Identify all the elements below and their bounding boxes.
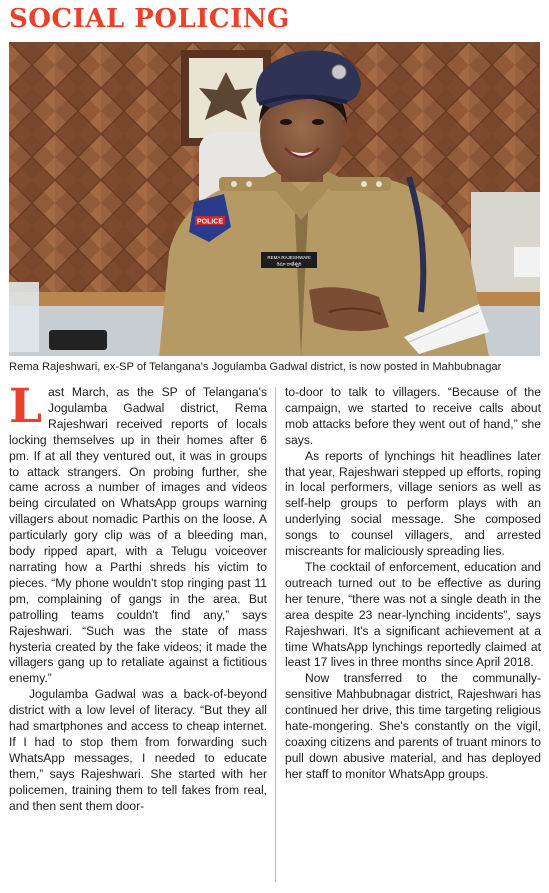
article-paragraph: Now transferred to the communally-sensitive Mahbubnagar district, Rajeshwari has continued her drive, this time targeting religious hate-mongering. She's constantly on the vigil, coaxing citizens and parents of truant minors to pull down abusive material, and has deployed her staff to monitor WhatsApp groups. — [285, 671, 541, 781]
nameplate-line1: REMA RAJESHWARI — [267, 255, 311, 260]
article-paragraph — [9, 379, 267, 687]
officer-photo — [9, 42, 540, 356]
article-column-left — [9, 379, 267, 814]
paragraph-text: ast March, as the SP of Telangana's Jogulamba Gadwal district, Rema Rajeshwari received reports of locals locking themselves up in their homes after 6 pm. If at all they ventured out, it was in groups to attack strangers. On probing further, she came across a number of images and videos being circulated on WhatsApp groups warning villagers about nomadic Parthis on the loose. A particularly gory clip was of a bleeding man, body ripped apart, with a Telugu voiceover narrating how a Parthi shreds his victim to pieces. “My phone wouldn't stop ringing past 11 pm, complaining of gangs in the area. But patrolling teams couldn't find any,” says Rajeshwari. “Such was the state of mass hysteria created by the fake videos; it made the villagers gang up to retaliate against a fictitious enemy.” — [9, 385, 267, 686]
photo-caption: Rema Rajeshwari, ex-SP of Telangana's Jogulamba Gadwal district, is now posted in Mahbubnagar — [9, 361, 502, 373]
article-paragraph: to-door to talk to villagers. “Because of the campaign, we started to receive calls about mob attacks before they went out of hand,” she says. — [285, 385, 541, 447]
drop-cap: L — [9, 379, 43, 434]
shoulder-badge-text: POLICE — [196, 218, 224, 226]
article-headline: SOCIAL POLICING — [9, 4, 290, 34]
nameplate-line2: రెమా రాజేశ్వరి — [276, 261, 302, 267]
cap-badge-icon — [332, 65, 346, 79]
article-paragraph: Jogulamba Gadwal was a back-of-beyond district with a low level of literacy. “But they all had smartphones and access to cheap internet. If I had to stop them from forwarding such WhatsApp messages, I needed to educate them,” says Rajeshwari. She started with her policemen, training them to tell fakes from real, and then sent them door- — [9, 687, 267, 813]
article-paragraph: As reports of lynchings hit headlines later that year, Rajeshwari stepped up efforts, roping in local performers, village seniors as well as self-help groups to perform plays with an underlying social message. She composed songs to counsel villagers, and arrested miscreants for maliciously spreading lies. — [285, 448, 541, 559]
article-column-right — [285, 385, 541, 783]
article-paragraph: The cocktail of enforcement, education and outreach turned out to be effective as during her tenure, “there was not a single death in the area despite 23 near-lynching incidents”, says Rajeshwari. It's a significant achievement at a time WhatsApp lynchings reportedly claimed at least 17 lives in three months since April 2018. — [285, 559, 541, 670]
column-divider — [275, 387, 276, 882]
